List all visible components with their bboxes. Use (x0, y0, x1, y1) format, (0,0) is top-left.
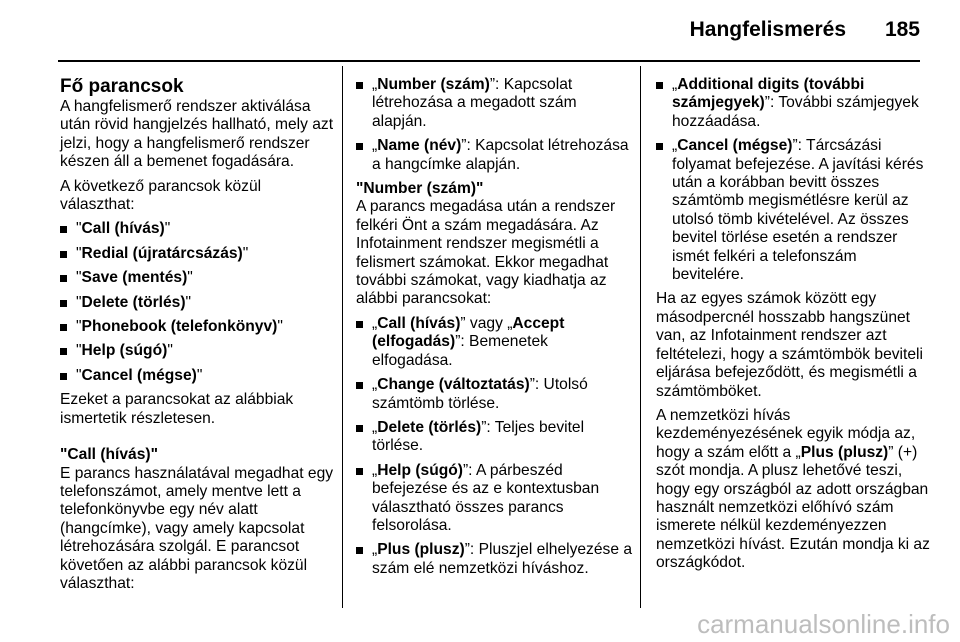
paragraph: Ha az egyes számok között egy másodpercnél hosszabb hangszünet van, az Infotainment rendszer azt feltételezi, hogy a számtömbök beviteli eljárása befejeződött, és megismétli a számtömböket. (656, 290, 923, 400)
column-1 (60, 76, 336, 599)
command-list (60, 220, 336, 385)
list-item: „Additional digits (további számjegyek)”: További számjegyek hozzáadása. (656, 76, 930, 131)
paragraph: A hangfelismerő rendszer aktiválása után rövid hangjelzés hallható, mely azt jelzi, hogy a hangfelismerő rendszer készen áll a bemenet fogadására. (60, 98, 334, 171)
command-list (356, 315, 632, 578)
list-item: "Cancel (mégse)" (60, 367, 336, 385)
paragraph: A következő parancsok közül választhat: (60, 177, 262, 214)
paragraph: A nemzetközi hívás kezdeményezésének egyik módja az, hogy a szám előtt a „Plus (plusz)” (+) szót mondja. A plusz lehetővé teszi, hogy egy országból az adott országban használt nemzetközi előhívó szám ismerete nélkül kezdeményezzen nemzetközi hívást. Ezután mondja ki az országkódot. (656, 406, 930, 572)
list-item: "Delete (törlés)" (60, 294, 336, 312)
command-list (656, 76, 930, 284)
section-heading: Fő parancsok (60, 76, 184, 97)
bullet-icon (60, 373, 67, 380)
bullet-icon (60, 251, 67, 258)
subsection-heading: "Call (hívás)" (60, 446, 158, 464)
list-item: "Redial (újratárcsázás)" (60, 245, 336, 263)
bullet-icon (656, 82, 663, 89)
bullet-icon (656, 143, 663, 150)
command-list (356, 76, 632, 174)
watermark: carmanualsonline.info (697, 609, 950, 639)
list-item: „Plus (plusz)”: Pluszjel elhelyezése a szám elé nemzetközi híváshoz. (356, 541, 632, 578)
page-header (0, 0, 960, 52)
bullet-icon (356, 547, 363, 554)
subsection-heading: "Number (szám)" (356, 180, 484, 198)
column-divider (640, 66, 641, 608)
bullet-icon (356, 382, 363, 389)
bullet-icon (60, 324, 67, 331)
column-3 (656, 76, 930, 579)
bullet-icon (356, 425, 363, 432)
list-item: „Name (név)”: Kapcsolat létrehozása a hangcímke alapján. (356, 137, 632, 174)
list-item: „Delete (törlés)”: Teljes bevitel törlése. (356, 419, 632, 456)
bullet-icon (356, 468, 363, 475)
page-title: Hangfelismerés (689, 18, 846, 41)
header-rule (58, 60, 920, 62)
paragraph: Ezeket a parancsokat az alábbiak ismertetik részletesen. (60, 391, 294, 427)
column-divider (342, 66, 343, 608)
list-item: „Change (változtatás)”: Utolsó számtömb törlése. (356, 376, 632, 413)
list-item: "Save (mentés)" (60, 269, 336, 287)
bullet-icon (356, 143, 363, 150)
bullet-icon (60, 300, 67, 307)
list-item: "Phonebook (telefonkönyv)" (60, 318, 336, 336)
list-item: "Help (súgó)" (60, 342, 336, 360)
bullet-icon (356, 82, 363, 89)
paragraph: A parancs megadása után a rendszer felkéri Önt a szám megadására. Az Infotainment rendszer megismétli a felismert számokat. Ekkor megadhat további számokat, vagy kiadhatja az alábbi parancsokat: (356, 198, 616, 308)
list-item: „Number (szám)”: Kapcsolat létrehozása a megadott szám alapján. (356, 76, 632, 131)
bullet-icon (60, 275, 67, 282)
bullet-icon (356, 321, 363, 328)
list-item: "Call (hívás)" (60, 220, 336, 238)
list-item: „Cancel (mégse)”: Tárcsázási folyamat befejezése. A javítási kérés után a korábban bevitt összes számtömb megismétlésre kerül az utolsó tömb kivételével. Az összes bevitel törlése esetén a rendszer ismét felkéri a telefonszám bevitelére. (656, 137, 930, 284)
bullet-icon (60, 226, 67, 233)
page-number: 185 (884, 18, 920, 41)
list-item: „Help (súgó)”: A párbeszéd befejezése és az e kontextusban választható összes parancs felsorolása. (356, 462, 632, 536)
column-2 (356, 76, 632, 584)
list-item: „Call (hívás)” vagy „Accept (elfogadás)”: Bemenetek elfogadása. (356, 315, 632, 370)
bullet-icon (60, 348, 67, 355)
paragraph: E parancs használatával megadhat egy telefonszámot, amely mentve lett a telefonkönyvbe egy név alatt (hangcímke), vagy amely kapcsolat létrehozására szolgál. E parancsot követően az alábbi parancsok közül választhat: (60, 464, 334, 592)
